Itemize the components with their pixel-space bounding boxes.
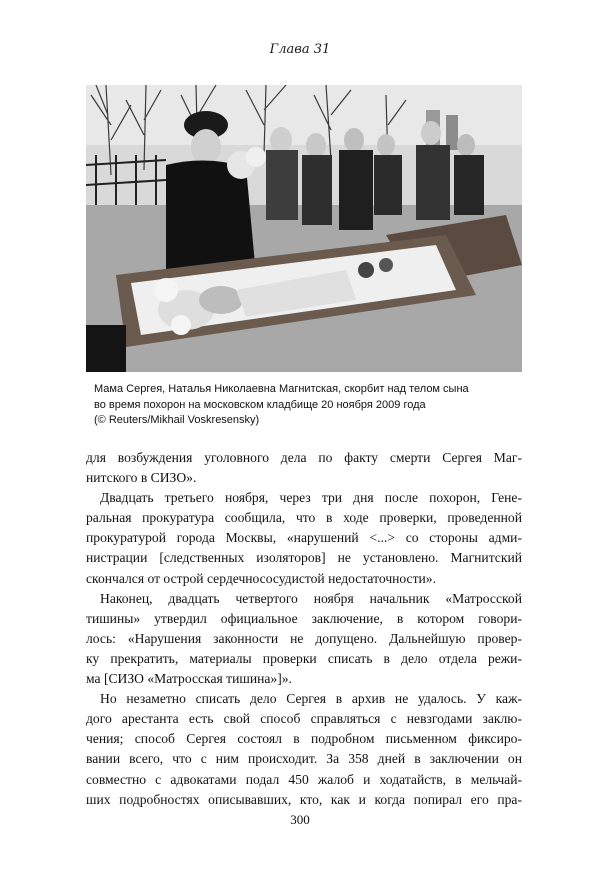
text-line: дого арестанта есть свой способ справляться с невзгодами заклю- [86,711,522,727]
caption-line: (© Reuters/Mikhail Voskresensky) [94,414,260,426]
text-line: для возбуждения уголовного дела по факту смерти Сергея Маг- [86,450,522,465]
text-line: скончался от острой сердечнососудистой недостаточности». [86,570,437,586]
text-line: вании всего, что с ним происходит. За 358 дней в заключении он [86,751,522,767]
text-line: прокуратурой города Москвы, «нарушений <...> со стороны адми- [86,530,522,546]
text-line: нитского в СИЗО». [86,470,197,486]
chapter-header: Глава 31 [269,42,331,57]
funeral-photo [86,85,522,372]
photo-caption [94,382,514,429]
text-line: лось: «Нарушения законности не допущено. Дальнейшую провер- [86,630,522,646]
caption-line: Мама Сергея, Наталья Николаевна Магнитская, скорбит над телом сына [94,383,469,395]
text-line: ма [СИЗО «Матросская тишина»]». [86,671,292,687]
caption-line: во время похорон на московском кладбище 20 ноября 2009 года [94,398,426,411]
text-line: тишины» утвердил официальное заключение, в котором говори- [86,610,522,626]
text-line: ших подробностях описывавших, кто, как и когда попирал его пра- [86,791,522,807]
page-number: 300 [290,812,310,827]
text-line: совместно с адвокатами подал 450 жалоб и ходатайств, в мельчай- [86,771,522,787]
text-line: чения; способ Сергея состоял в подробном письменном фиксиро- [86,731,522,747]
text-line: нистрации [следственных изоляторов] не установлено. Магнитский [86,550,522,566]
text-line: Но незаметно списать дело Сергея в архив не удалось. У каж- [100,691,522,707]
text-line: Двадцать третьего ноября, через три дня после похорон, Гене- [100,490,522,506]
text-line: Наконец, двадцать четвертого ноября начальник «Матросской [100,590,522,606]
text-line: ральная прокуратура сообщила, что в ходе проверки, проведенной [86,510,522,526]
text-line: ку прекратить, материалы проверки списать в дело отдела режи- [86,650,522,666]
body-text [86,448,522,810]
